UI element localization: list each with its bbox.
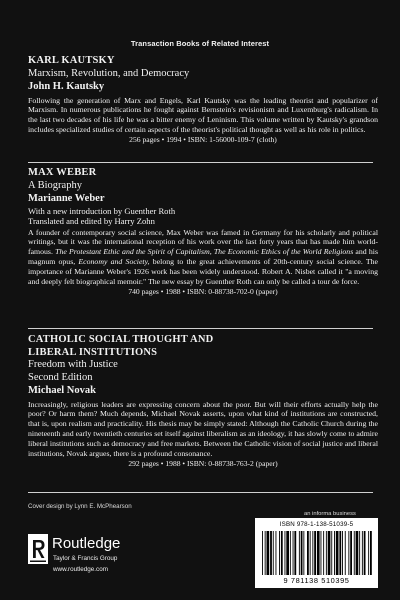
book-credit: Translated and edited by Harry Zohn: [28, 215, 155, 226]
barcode-bar: [285, 531, 286, 575]
barcode-bar: [345, 531, 346, 575]
barcode-bar: [290, 531, 291, 575]
book-subtitle: Marxism, Revolution, and Democracy: [28, 67, 190, 79]
book-description: Increasingly, religious leaders are expressing concern about the poor. But will their efforts actually help the poor? Or harm them? Much depends, Michael Novak asserts, upon what kind of institutions are constructed, that is, upon realism and practicality. His thesis may be simply stated: Although the Catholic Church during the nineteenth and early twentieth centuries set itself against liberalism as an ideology, it has slowly come to admire liberal institutions such as democracy and free markets. Between the Catholic vision of social justice and liberal institutions, Novak argues, there is a profound consonance.: [28, 399, 378, 459]
book-title: LIBERAL INSTITUTIONS: [28, 346, 158, 358]
barcode-bar: [273, 531, 274, 575]
informa-label: an informa business: [304, 511, 356, 517]
routledge-r-icon: [28, 534, 48, 564]
barcode-bar: [310, 531, 311, 575]
book-meta: 292 pages • 1988 • ISBN: 0-88738-763-2 (paper): [128, 458, 278, 468]
barcode-bar: [299, 531, 300, 575]
book-author: John H. Kautsky: [28, 81, 105, 92]
book-description: Following the generation of Marx and Engels, Karl Kautsky was the leading theorist and popularizer of Marxism. In numerous publications he fought against Bernstein's revisionism and Luxemburg's radicalism. In the last two decades of his life he was a bitter enemy of Leninism. This volume written by Kautsky's grandson includes specialized studies of certain aspects of the theorist's political thought as well as his role in politics.: [28, 95, 378, 135]
barcode-bar: [314, 531, 316, 575]
barcode-bar: [339, 531, 341, 575]
barcode-bar: [356, 531, 359, 575]
barcode-bar: [312, 531, 313, 575]
book-novak: [28, 334, 378, 469]
barcode-bar: [336, 531, 339, 575]
book-description: A founder of contemporary social science, Max Weber was famed in Germany for his scholarly and political writings, but it was the international reception of his work over the last forty years that has made him world-famous. The Protestant Ethic and the Spirit of Capitalism, The Economic Ethics of the World Religions and his magnum opus, Economy and Society, belong to the great achievements of 20th-century social science. The importance of Marianne Weber's 1926 work has been widely understood. Robert A. Nisbet called it "a moving and deeply felt biographical memoir." The new essay by Guenther Roth can only be called a tour de force.: [28, 227, 378, 287]
barcode-bar: [370, 531, 372, 575]
barcode-bar: [323, 531, 324, 575]
barcode-bar: [265, 531, 266, 575]
publisher-tagline: Taylor & Francis Group: [53, 555, 118, 562]
barcode-bar: [286, 531, 289, 575]
barcode-bar: [359, 531, 360, 575]
book-subtitle: A Biography: [28, 179, 82, 191]
publisher-name: Routledge: [52, 535, 121, 552]
barcode-bar: [350, 531, 352, 575]
book-author: Michael Novak: [28, 385, 96, 396]
publisher-logo: [28, 532, 198, 590]
book-meta: 740 pages • 1988 • ISBN: 0-88738-702-0 (paper): [128, 286, 278, 296]
barcode: [255, 518, 378, 588]
barcode-bar: [368, 531, 369, 575]
cover-credit: Cover design by Lynn E. McPhearson: [28, 503, 132, 510]
barcode-bar: [326, 531, 327, 575]
book-kautsky: [28, 55, 378, 145]
barcode-bars-icon: [261, 531, 372, 575]
divider: [28, 492, 373, 493]
barcode-bar: [307, 531, 309, 575]
barcode-bar: [328, 531, 331, 575]
barcode-number: 9 781138 510395: [283, 576, 350, 585]
book-title: KARL KAUTSKY: [28, 55, 115, 66]
barcode-bar: [270, 531, 272, 575]
barcode-bar: [348, 531, 349, 575]
barcode-bar: [342, 531, 343, 575]
book-credit: With a new introduction by Guenther Roth: [28, 205, 176, 216]
barcode-bar: [262, 531, 263, 575]
barcode-bar: [354, 531, 355, 575]
barcode-bar: [301, 531, 303, 575]
barcode-bar: [317, 531, 320, 575]
book-meta: 256 pages • 1994 • ISBN: 1-56000-109-7 (cloth): [129, 135, 277, 145]
barcode-bar: [364, 531, 366, 575]
book-author: Marianne Weber: [28, 193, 105, 204]
barcode-bar: [362, 531, 363, 575]
barcode-bar: [279, 531, 280, 575]
barcode-bar: [321, 531, 322, 575]
barcode-bar: [303, 531, 304, 575]
book-weber: [28, 167, 378, 297]
barcode-isbn: ISBN 978-1-138-51039-5: [279, 521, 354, 528]
publisher-url: www.routledge.com: [53, 566, 108, 573]
barcode-bar: [331, 531, 332, 575]
barcode-bar: [293, 531, 294, 575]
divider: [28, 162, 373, 163]
barcode-bar: [267, 531, 270, 575]
book-subtitle: Freedom with Justice: [28, 359, 118, 370]
series-header: Transaction Books of Related Interest: [130, 39, 270, 48]
book-title: CATHOLIC SOCIAL THOUGHT AND: [28, 334, 214, 345]
barcode-bar: [294, 531, 296, 575]
book-subtitle: Second Edition: [28, 371, 93, 383]
barcode-bar: [281, 531, 283, 575]
divider: [28, 328, 373, 329]
barcode-bar: [276, 531, 277, 575]
book-title: MAX WEBER: [28, 167, 97, 178]
barcode-bar: [334, 531, 335, 575]
